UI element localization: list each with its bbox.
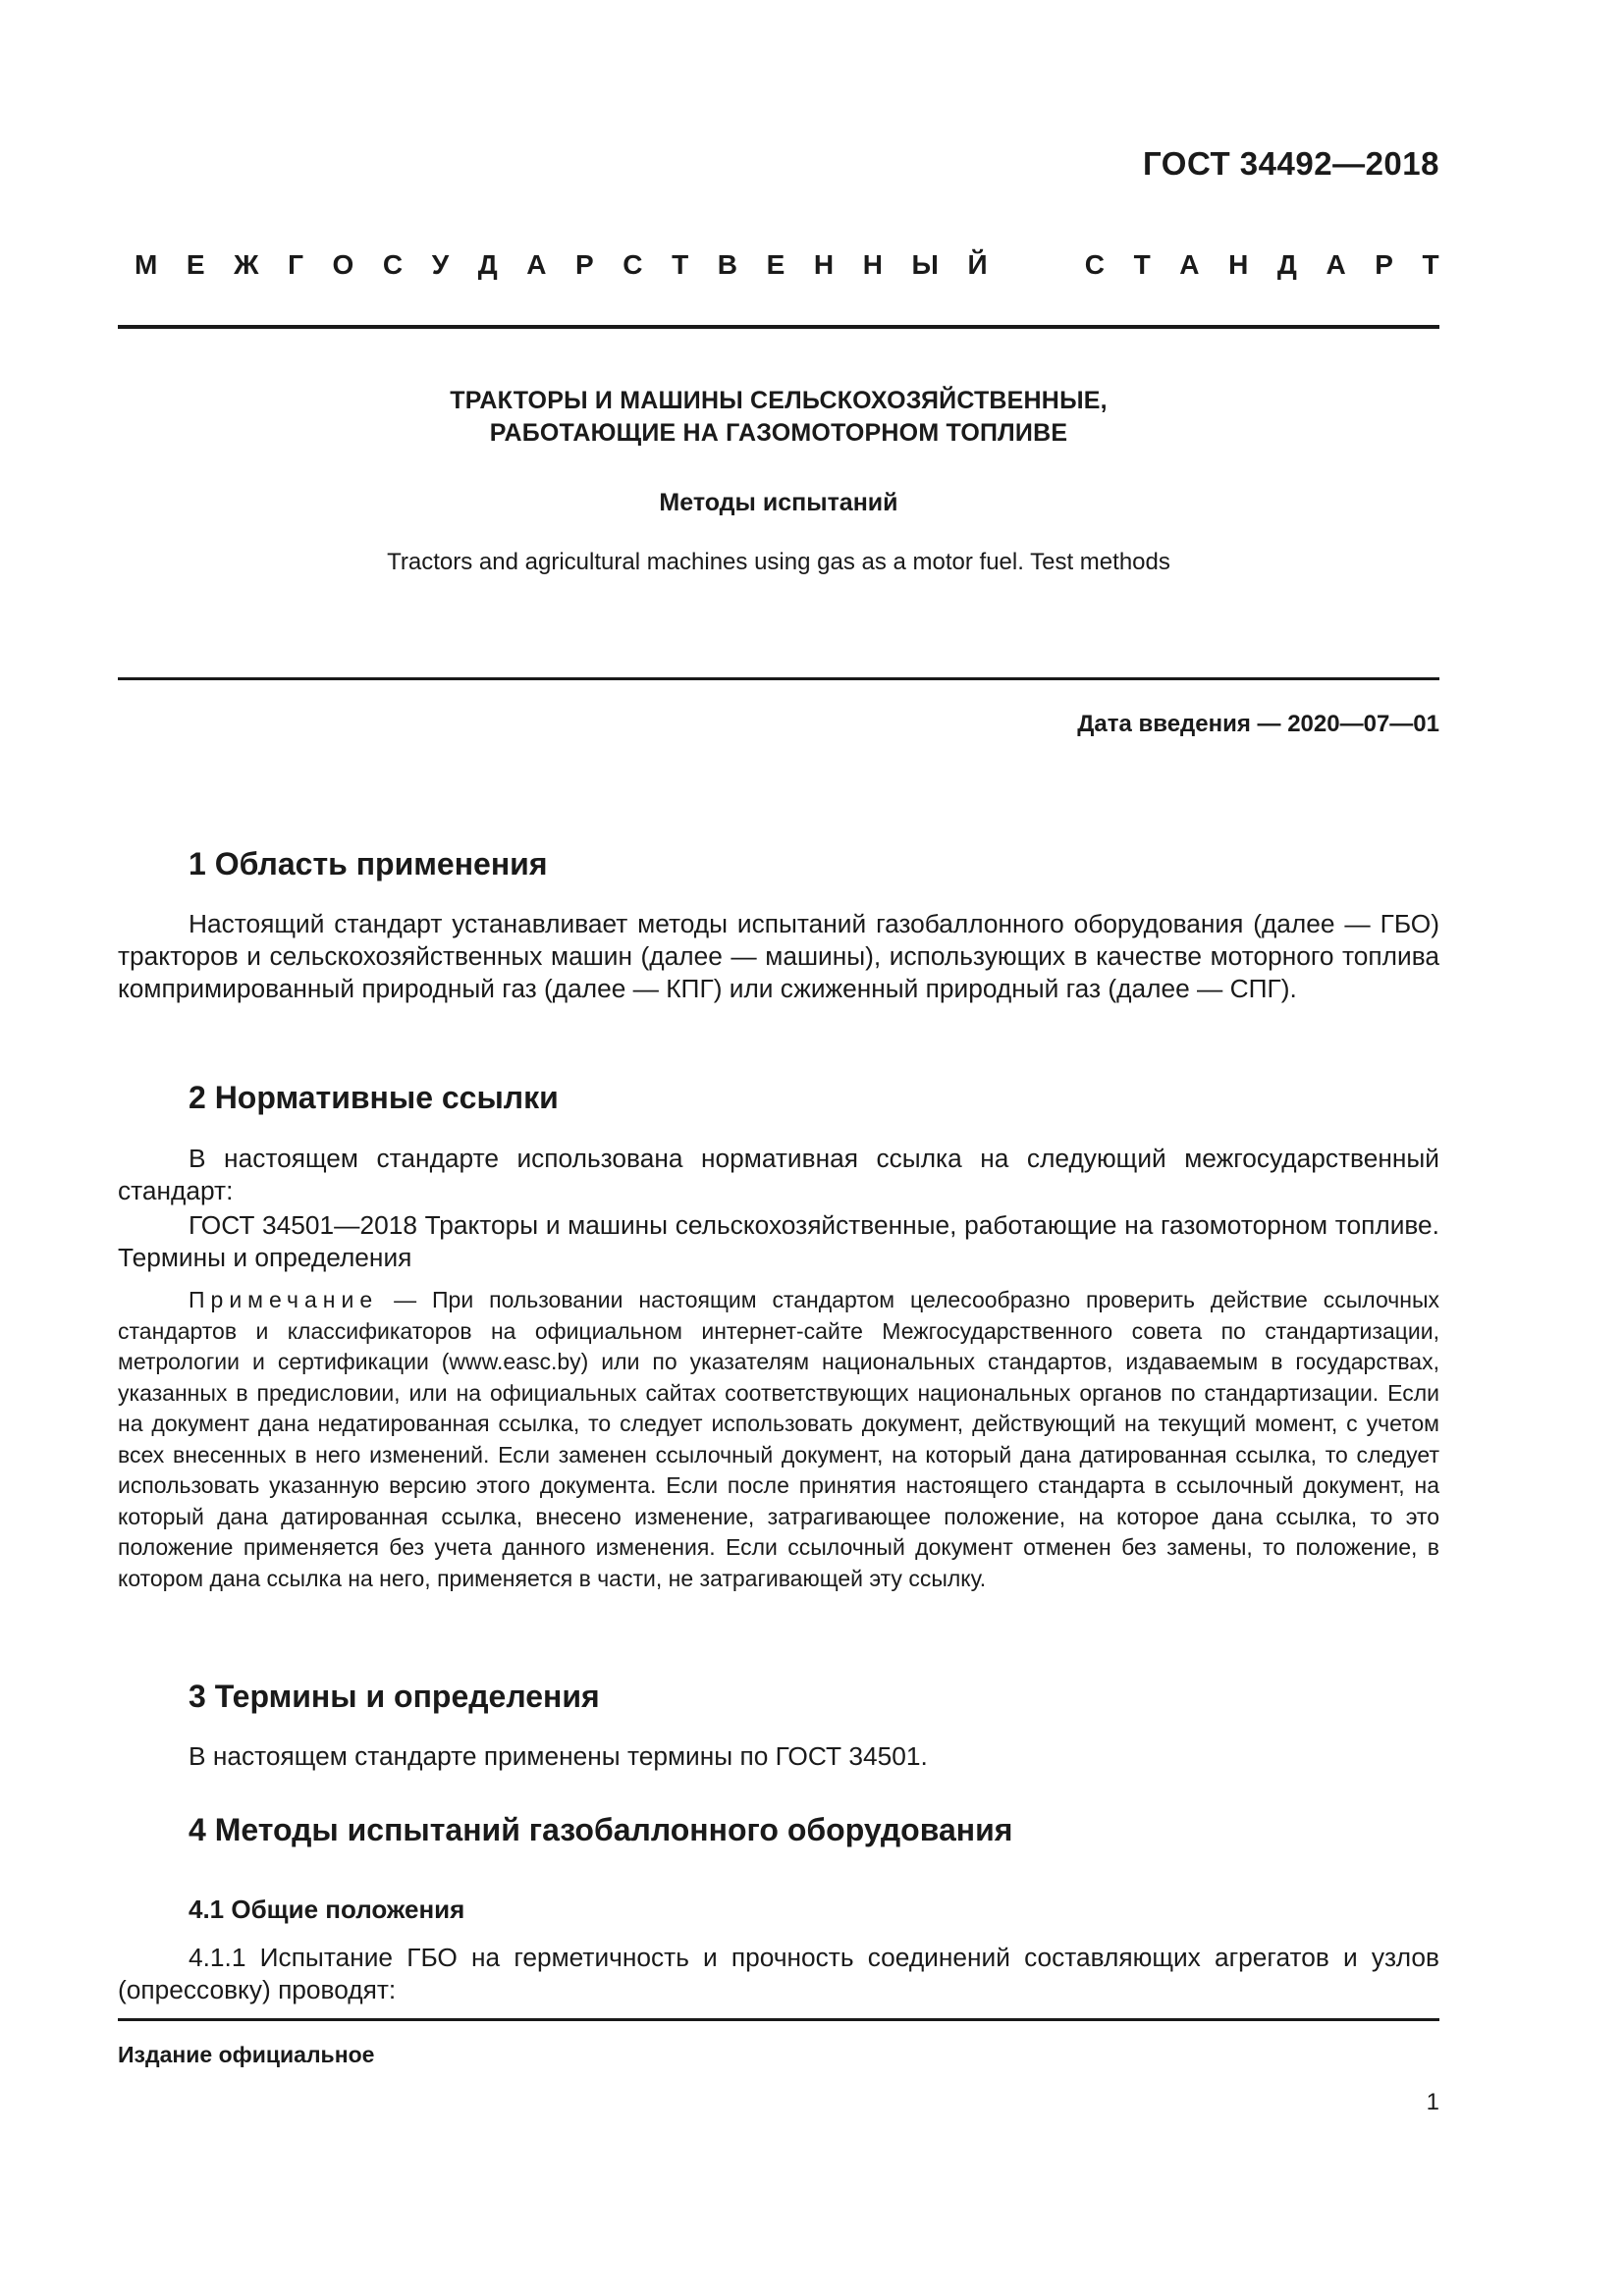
title-line-1: ТРАКТОРЫ И МАШИНЫ СЕЛЬСКОХОЗЯЙСТВЕННЫЕ, <box>450 387 1108 414</box>
heading-letter: Т <box>672 249 689 280</box>
heading-letter: Д <box>1276 249 1297 280</box>
section-2-heading: 2 Нормативные ссылки <box>189 1080 559 1115</box>
heading-letter: Н <box>1228 249 1249 280</box>
note-block <box>118 1285 1439 1594</box>
heading-letter: Е <box>766 249 785 280</box>
note-label: Примечание <box>189 1287 379 1312</box>
footer-divider <box>118 2018 1439 2021</box>
section-2-text: В настоящем стандарте использована нормативная ссылка на следующий межгосударственный стандарт: <box>118 1144 1439 1205</box>
heading-letter: С <box>623 249 643 280</box>
heading-letter: С <box>382 249 404 280</box>
title-line-2: РАБОТАЮЩИЕ НА ГАЗОМОТОРНОМ ТОПЛИВЕ <box>489 419 1068 447</box>
section-3-text: В настоящем стандарте применены термины по ГОСТ 34501. <box>189 1741 928 1771</box>
section-1-heading: 1 Область применения <box>189 846 548 881</box>
heading-letter: А <box>1179 249 1200 280</box>
heading-letter: Й <box>967 249 988 280</box>
normative-reference: ГОСТ 34501—2018 Тракторы и машины сельскохозяйственные, работающие на газомоторном топливе. Термины и определения <box>118 1210 1439 1272</box>
heading-letter: Н <box>862 249 883 280</box>
heading-letter: Г <box>288 249 303 280</box>
heading-letter: Ы <box>911 249 939 280</box>
heading-letter: А <box>526 249 547 280</box>
word-gap <box>1016 249 1056 281</box>
title-divider <box>118 677 1439 680</box>
heading-letter: Н <box>813 249 835 280</box>
document-number: ГОСТ 34492—2018 <box>1143 145 1439 182</box>
heading-letter: Р <box>1375 249 1393 280</box>
clause-4-1-1-text: 4.1.1 Испытание ГБО на герметичность и прочность соединений составляющих агрегатов и узлов (опрессовку) проводят: <box>118 1943 1439 2004</box>
title-block <box>118 385 1439 576</box>
section-1-text: Настоящий стандарт устанавливает методы испытаний газобаллонного оборудования (далее — ГБО) тракторов и сельскохозяйственных машин (далее — машины), использующих в качестве моторного топлива компримированный природный газ (далее — КПГ) или сжиженный природный газ (далее — СПГ). <box>118 909 1439 1003</box>
heading-letter: У <box>431 249 450 280</box>
page-number: 1 <box>1426 2089 1439 2115</box>
heading-letter: М <box>135 249 158 280</box>
heading-letter: Д <box>477 249 498 280</box>
heading-letter: О <box>332 249 354 280</box>
heading-letter: Т <box>1422 249 1439 280</box>
document-subtitle: Методы испытаний <box>659 489 898 516</box>
document-page <box>118 0 1439 2296</box>
introduction-date: Дата введения — 2020—07—01 <box>1077 711 1439 737</box>
heading-letter: А <box>1326 249 1346 280</box>
section-3-heading: 3 Термины и определения <box>189 1679 600 1714</box>
heading-letter: Ж <box>234 249 259 280</box>
heading-letter: С <box>1084 249 1106 280</box>
heading-letter: Т <box>1133 249 1151 280</box>
heading-letter: Р <box>575 249 594 280</box>
subsection-4-1-heading: 4.1 Общие положения <box>189 1895 465 1924</box>
heading-letter: Е <box>186 249 205 280</box>
section-4-heading: 4 Методы испытаний газобаллонного оборудования <box>189 1812 1013 1847</box>
english-title: Tractors and agricultural machines using gas as a motor fuel. Test methods <box>387 549 1170 575</box>
heading-letter: В <box>717 249 738 280</box>
top-divider <box>118 325 1439 329</box>
note-text: — При пользовании настоящим стандартом целесообразно проверить действие ссылочных стандартов и классификаторов на официальном интернет-сайте Межгосударственного совета по стандартизации, метрологии и сертификации (www.easc.by) или по указателям национальных стандартов, издаваемым в государствах, указанных в предисловии, или на официальных сайтах соответствующих национальных органов по стандартизации. Если на документ дана недатированная ссылка, то следует использовать документ, действующий на текущий момент, с учетом всех внесенных в него изменений. Если заменен ссылочный документ, на который дана датированная ссылка, то следует использовать указанную версию этого документа. Если после принятия настоящего стандарта в ссылочный документ, на который дана датированная ссылка, внесено изменение, затрагивающее положение, на которое дана ссылка, то это положение применяется без учета данного изменения. Если ссылочный документ отменен без замены, то положение, в котором дана ссылка на него, применяется в части, не затрагивающей эту ссылку. <box>118 1287 1439 1591</box>
interstate-standard-heading <box>135 249 1439 281</box>
official-edition-label: Издание официальное <box>118 2042 375 2067</box>
